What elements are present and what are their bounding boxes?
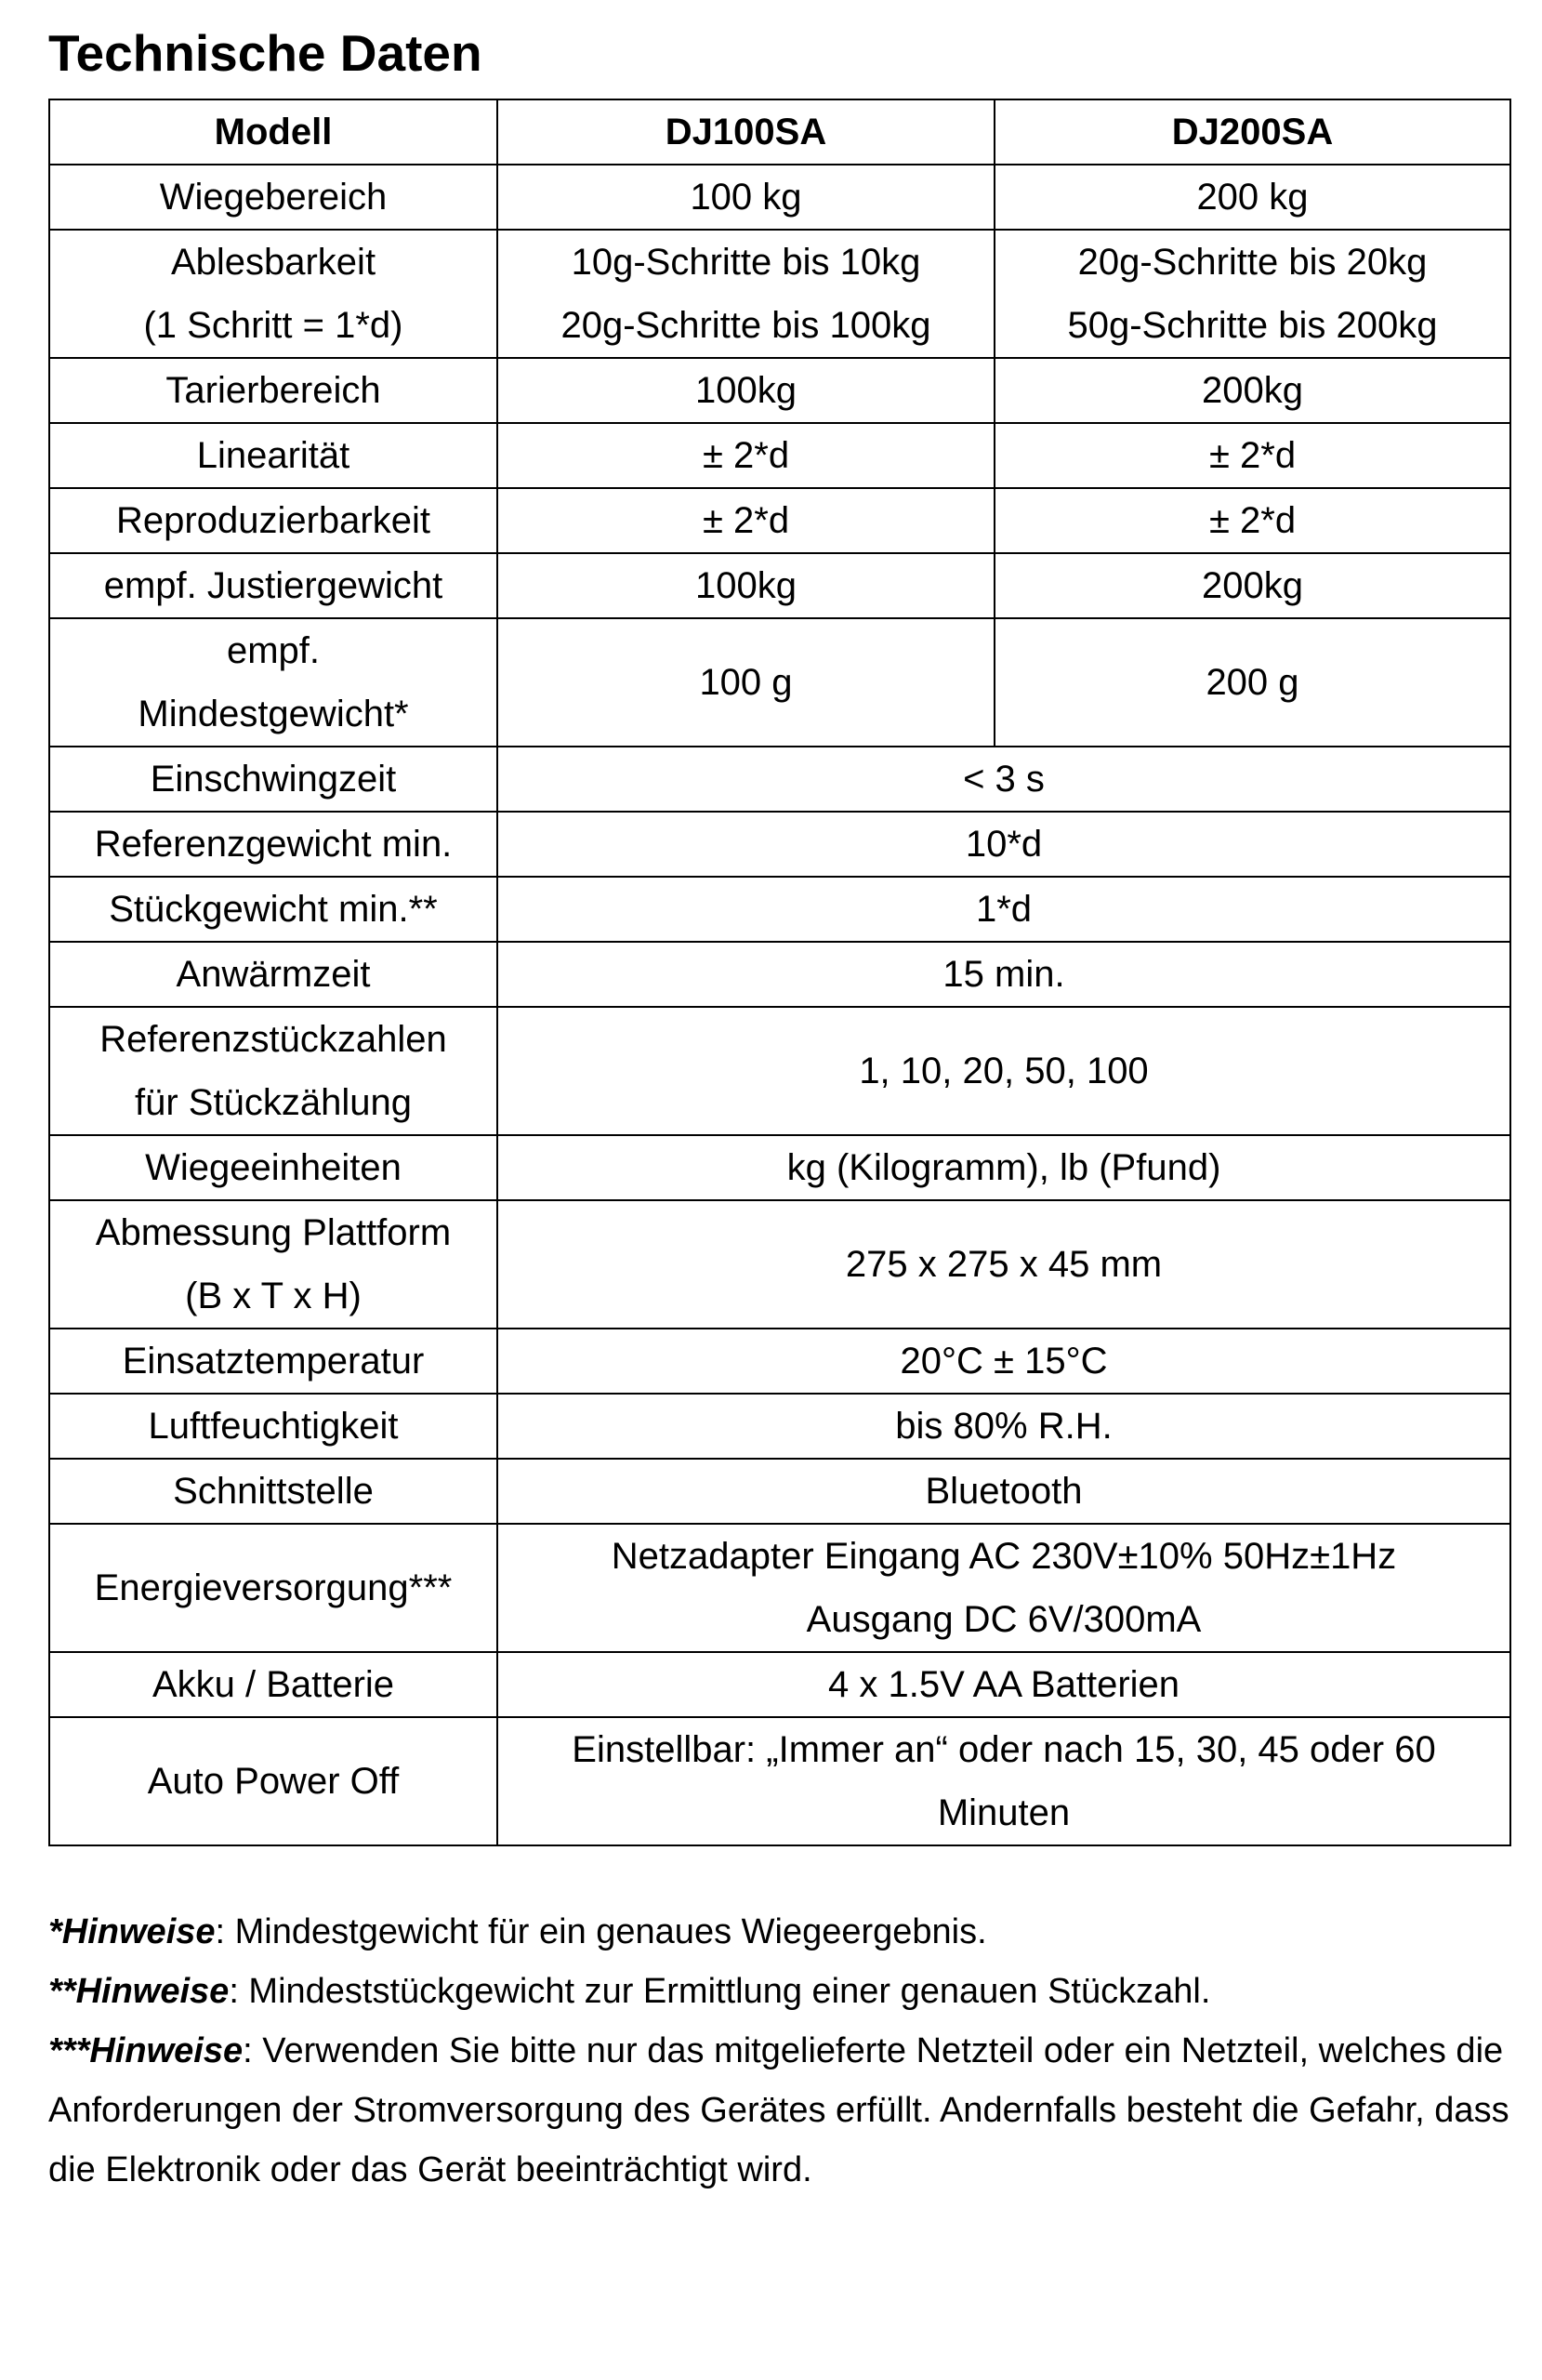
table-row [49,553,1510,618]
page-title: Technische Daten [48,24,482,82]
cell-shared: 15 min. [497,942,1510,1007]
spec-table [48,99,1511,1846]
cell-dj100: 100kg [497,358,995,423]
cell-dj100: 100 kg [497,165,995,230]
footnote-text: : Mindeststückgewicht zur Ermittlung einer genauen Stückzahl. [229,1972,1211,2011]
table-row [49,230,1510,358]
table-row [49,1200,1510,1329]
footnote-label: *Hinweise [48,1912,216,1951]
cell-dj200: 200kg [995,553,1510,618]
row-label: Anwärmzeit [49,942,497,1007]
cell-shared: 1, 10, 20, 50, 100 [497,1007,1510,1135]
row-label: Einschwingzeit [49,747,497,812]
value-line: Ausgang DC 6V/300mA [806,1599,1202,1640]
cell-shared: 4 x 1.5V AA Batterien [497,1652,1510,1717]
cell-dj200: 200kg [995,358,1510,423]
label-line: für Stückzählung [135,1082,412,1123]
label-line: Abmessung Plattform [95,1212,452,1253]
value-line: Einstellbar: „Immer an“ oder nach 15, 30, 45 oder 60 [572,1729,1436,1770]
header-modell: Modell [49,99,497,165]
value-line: Minuten [937,1792,1071,1833]
value-line: 50g-Schritte bis 200kg [1067,305,1438,346]
row-label: Linearität [49,423,497,488]
table-row [49,358,1510,423]
row-label: Stückgewicht min.** [49,877,497,942]
cell-dj100 [497,230,995,358]
table-row [49,747,1510,812]
header-dj100sa: DJ100SA [497,99,995,165]
table-row [49,1007,1510,1135]
label-line: Ablesbarkeit [170,242,376,283]
value-line: 10g-Schritte bis 10kg [571,242,921,283]
cell-dj100: 100kg [497,553,995,618]
row-label: Referenzgewicht min. [49,812,497,877]
cell-shared: bis 80% R.H. [497,1394,1510,1459]
cell-dj200 [995,230,1510,358]
cell-shared [497,1717,1510,1845]
cell-dj200: 200 kg [995,165,1510,230]
cell-shared: kg (Kilogramm), lb (Pfund) [497,1135,1510,1200]
table-row [49,1524,1510,1652]
row-label: Akku / Batterie [49,1652,497,1717]
footnote [48,1902,1509,1962]
row-label: Energieversorgung*** [49,1524,497,1652]
footnote-text: : Verwenden Sie bitte nur das mitgelieferte Netzteil oder ein Netzteil, welches die Anforderungen der Stromversorgung des Gerätes erfüllt. Andernfalls besteht die Gefahr, dass die Elektronik oder das Gerät beeinträchtigt wird. [48,2031,1509,2189]
cell-shared: 10*d [497,812,1510,877]
label-line: Mindestgewicht* [138,694,409,734]
table-row [49,942,1510,1007]
row-label: Luftfeuchtigkeit [49,1394,497,1459]
value-line: 20g-Schritte bis 20kg [1077,242,1428,283]
table-row [49,1717,1510,1845]
cell-dj100: 100 g [497,618,995,747]
cell-shared: 20°C ± 15°C [497,1329,1510,1394]
cell-shared [497,1524,1510,1652]
label-line: Referenzstückzahlen [99,1019,447,1060]
cell-dj100: ± 2*d [497,488,995,553]
table-row [49,1135,1510,1200]
table-row [49,1459,1510,1524]
footnotes [48,1902,1509,2200]
row-label [49,1200,497,1329]
footnote-label: ***Hinweise [48,2031,244,2070]
cell-shared: 1*d [497,877,1510,942]
row-label [49,230,497,358]
footnote [48,2021,1509,2200]
footnote-text: : Mindestgewicht für ein genaues Wiegeergebnis. [215,1912,987,1951]
row-label: Schnittstelle [49,1459,497,1524]
footnote [48,1962,1509,2021]
table-row [49,488,1510,553]
cell-shared: 275 x 275 x 45 mm [497,1200,1510,1329]
header-dj200sa: DJ200SA [995,99,1510,165]
label-line: (1 Schritt = 1*d) [143,305,403,346]
label-line: empf. [226,630,321,671]
table-row [49,812,1510,877]
label-line: (B x T x H) [185,1276,362,1316]
value-line: 20g-Schritte bis 100kg [560,305,931,346]
cell-dj200: ± 2*d [995,423,1510,488]
cell-dj200: 200 g [995,618,1510,747]
table-row [49,1394,1510,1459]
footnote-label: **Hinweise [48,1972,230,2011]
row-label: empf. Justiergewicht [49,553,497,618]
table-header-row [49,99,1510,165]
row-label: Wiegeeinheiten [49,1135,497,1200]
cell-shared: Bluetooth [497,1459,1510,1524]
cell-dj200: ± 2*d [995,488,1510,553]
cell-dj100: ± 2*d [497,423,995,488]
table-row [49,1329,1510,1394]
row-label [49,618,497,747]
cell-shared: < 3 s [497,747,1510,812]
table-row [49,877,1510,942]
row-label: Auto Power Off [49,1717,497,1845]
table-row [49,423,1510,488]
table-row [49,165,1510,230]
row-label: Wiegebereich [49,165,497,230]
table-row [49,1652,1510,1717]
row-label: Reproduzierbarkeit [49,488,497,553]
table-row [49,618,1510,747]
value-line: Netzadapter Eingang AC 230V±10% 50Hz±1Hz [611,1536,1397,1577]
row-label [49,1007,497,1135]
row-label: Tarierbereich [49,358,497,423]
row-label: Einsatztemperatur [49,1329,497,1394]
